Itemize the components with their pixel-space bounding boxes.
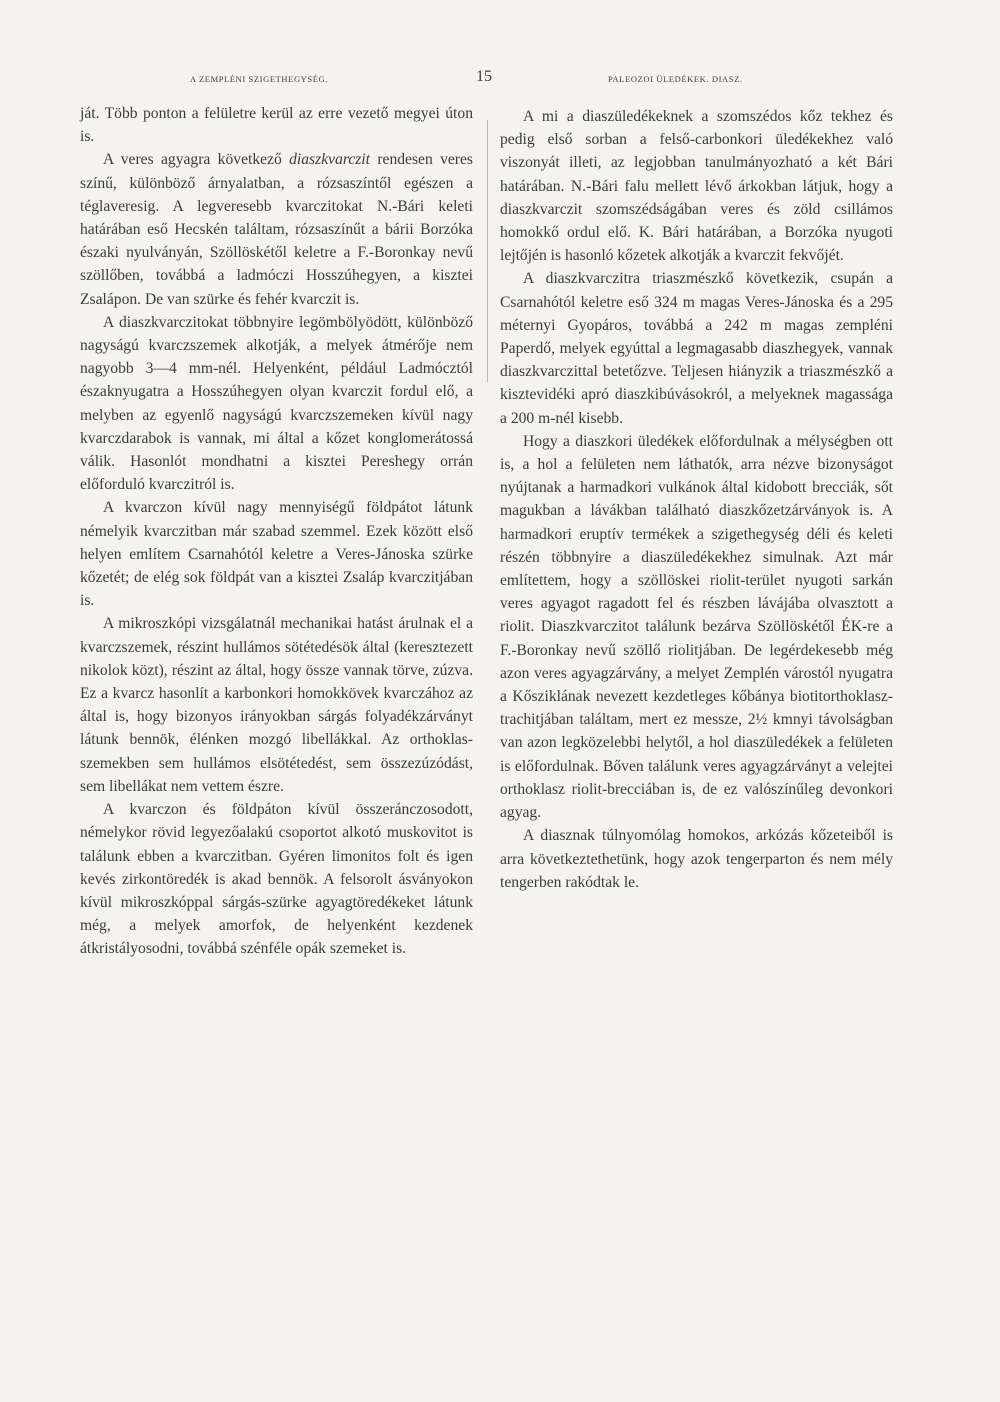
paragraph: A mi a diaszüledékeknek a szomszédos kőz tekhez és pedig első sorban a felső-carbonkori üledékekhez való viszonyát illeti, az legjobban tanulmányozható a két Bári határában. N.-Bári falu mellett lévő árkokban látjuk, hogy a diaszkvarczit szomszédságában veres és zöld csillámos homokkő ordul elő. K. Bári határában, a Borzóka nyugoti lejtőjén is hasonló kőzetek alkotják a kvarczit fekvőjét. [500,108,893,265]
text-span: A veres agyagra következő [103,151,290,169]
paragraph: Hogy a diaszkori üledékek előfordulnak a mélységben ott is, a hol a felületen nem láthatók, arra nézve bizonyságot nyújtanak a harmadkori vulkánok által kidobott brecciák, sőt magukban a lávákban található diaszkőzetzárványok is. A harmadkori eruptív termékek a szigethegység déli és keleti részén többnyire a diaszüledékekhez simulnak. Azt már említettem, hogy a szöllöskei riolit-terület nyugoti sarkán veres agyagot ragadott fel és részben lávájába olvasztott a riolit. Diaszkvarczitot találunk bezárva Szöllöskétől ÉK-re a F.-Boronkay nevű szöllő riolitjában. De legérdekesebb még azon veres agyagzárvány, a melyet Zemplén várostól nyugatra a Kősziklának nevezett kezdetleges kőbánya biotitorthoklasz-trachitjában találtam, mert ez messze, 2½ kmnyi távolságban van azon legközelebbi helytől, a hol diaszüledékek a felületen is előfordulnak. Bőven találunk veres agyagzárványt a velejtei orthoklasz riolit-brecciában is, de ez valószínűleg devonkori agyag. [500,432,893,822]
header-left-title: A ZEMPLÉNI SZIGETHEGYSÉG. [190,74,329,84]
running-header [0,68,1000,92]
text-span: rendesen veres színű, különböző árnyalatban, a rózsaszíntől egészen a téglaveresig. A legveresebb kvarczitokat N.-Bári keleti határában eső Hecskén találtam, rózsaszínűt a bárii Borzóka északi nyulványán, Szöllöskétől keletre a F.-Boronkay nevű szöllőben, továbbá a ladmóczi Hosszúhegyen, a kisztei Zsalápon. De van szürke és fehér kvarczit is. [80,151,473,308]
page-number: 15 [476,68,492,85]
paragraph: A diasznak túlnyomólag homokos, arkózás kőzeteiből is arra következtethetünk, hogy azok tengerparton és nem mély tengerben rakódtak le. [500,827,893,891]
right-column [500,105,893,894]
paragraph: A diaszkvarczitokat többnyire legömbölyödött, különböző nagyságú kvarczszemek alkotják, a melyek átmérője nem nagyobb 3—4 mm-nél. Helyenként, például Ladmócztól északnyugatra a Hosszúhegyen olyan kvarczit fordul elő, a melyben az egyenlő nagyságú kvarczszemeken kívül nagy kvarczdarabok is vannak, mi által a kőzet konglomerátossá válik. Hasonlót mondhatni a kisztei Pereshegy orrán előforduló kvarczitról is. [80,313,473,494]
italic-term: diaszkvarczit [289,151,370,169]
paragraph: A kvarczon és földpáton kívül összeránczosodott, némelykor rövid legyezőalakú csoportot alkotó muskovitot is találunk ebben a kvarczitban. Gyéren limonitos folt és igen kevés zirkontöredék is akad bennök. A felsorolt ásványokon kívül mikroszkóppal sárgás-szürke agyagtöredékeket látunk még, a melyek amorfok, de helyenként kezdenek átkristályosodni, továbbá szénféle opák szemeket is. [80,801,473,958]
column-divider [487,120,488,382]
header-right-title: PALEOZOI ÜLEDÉKEK. DIASZ. [608,74,743,84]
paragraph: A mikroszkópi vizsgálatnál mechanikai hatást árulnak el a kvarczszemek, részint hullámos sötétedésök által (keresztezett nikolok közt), részint az által, hogy össze vannak törve, zúzva. Ez a kvarcz hasonlít a karbonkori homokkövek kvarczához az által is, hogy bizonyos irányokban sárgás folyadékzárványt látunk bennök, élénken mozgó libellákkal. Az orthoklas-szemekben sem hullámos elsötétedést, sem összezúzódást, sem libellákat nem vettem észre. [80,615,473,795]
paragraph: ját. Több ponton a felületre kerül az erre vezető megyei úton is. [80,105,473,146]
paragraph: A kvarczon kívül nagy mennyiségű földpátot látunk némelyik kvarczitban már szabad szemmel. Ezek között első helyen említem Csarnahótól keletre a Veres-Jánoska szürke kőzetét; de elég sok földpát van a kisztei Zsaláp kvarczitjában is. [80,499,473,610]
paragraph: A diaszkvarczitra triaszmészkő következik, csupán a Csarnahótól keletre eső 324 m magas Veres-Jánoska és a 295 méternyi Gyopáros, továbbá a 242 m magas zempléni Paperdő, melyek egyúttal a legmagasabb diaszhegyek, vannak diaszkvarczittal betetőzve. Teljesen hiányzik a triaszmészkő a kisztevidéki apró diaszkibúvásokról, a melyeknek magassága a 200 m-nél kisebb. [500,270,893,427]
left-column [80,102,473,961]
paragraph [80,148,473,310]
